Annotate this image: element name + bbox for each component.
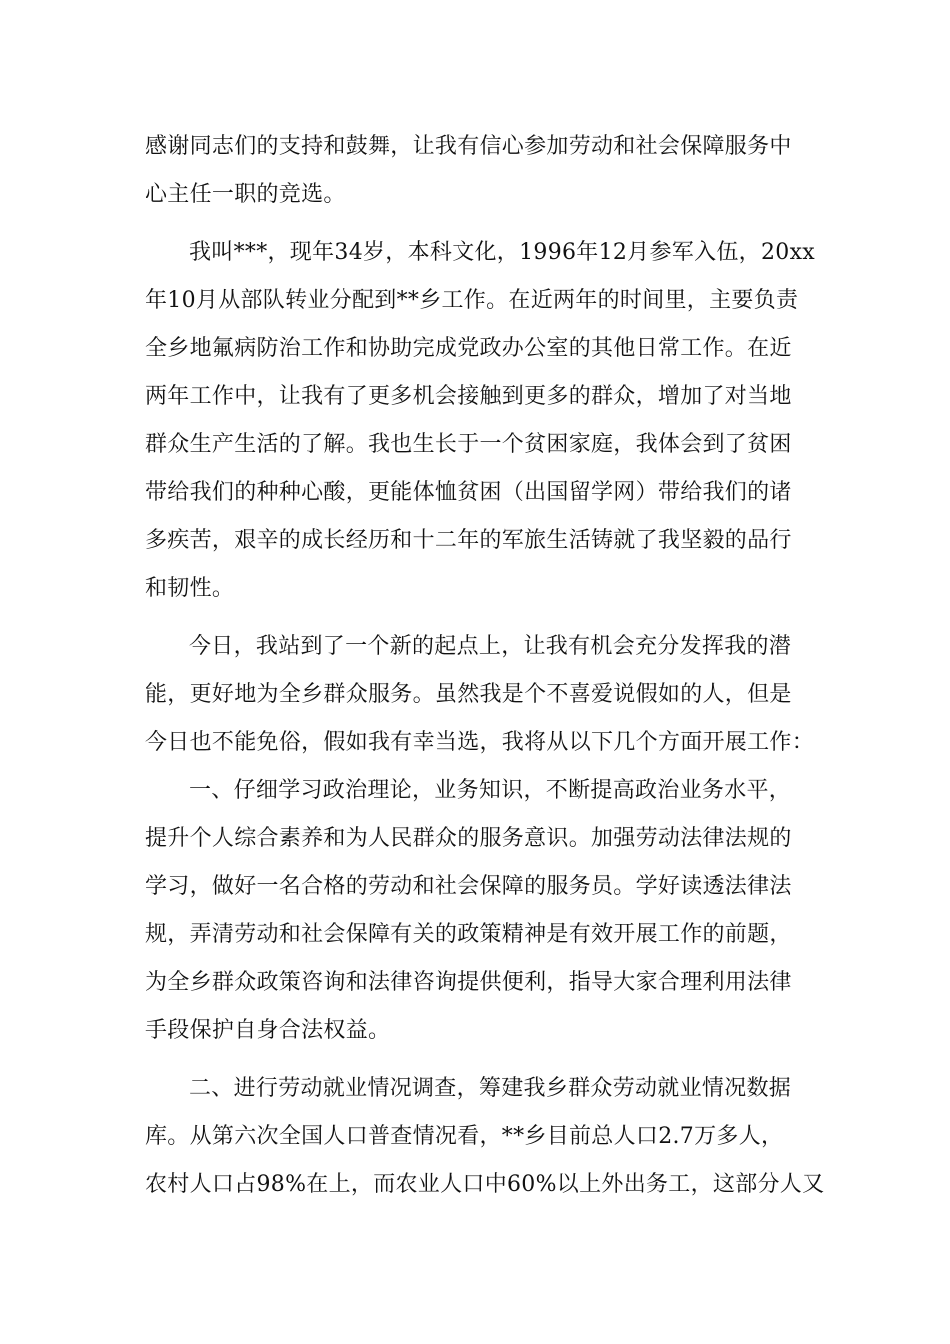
text-line: 农村人口占98%在上，而农业人口中60%以上外出务工，这部分人又 xyxy=(145,1172,825,1197)
text-line: 库。从第六次全国人口普查情况看，**乡目前总人口2.7万多人， xyxy=(145,1124,784,1149)
text-line: 一、仔细学习政治理论，业务知识，不断提高政治业务水平， xyxy=(189,778,792,803)
text-line: 群众生产生活的了解。我也生长于一个贫困家庭，我体会到了贫困 xyxy=(145,432,792,457)
text-line: 今日，我站到了一个新的起点上，让我有机会充分发挥我的潜 xyxy=(189,634,792,659)
text-line: 为全乡群众政策咨询和法律咨询提供便利，指导大家合理利用法律 xyxy=(145,970,792,995)
text-line: 两年工作中，让我有了更多机会接触到更多的群众，增加了对当地 xyxy=(145,384,792,409)
text-line: 多疾苦，艰辛的成长经历和十二年的军旅生活铸就了我坚毅的品行 xyxy=(145,528,792,553)
text-line: 带给我们的种种心酸，更能体恤贫困（出国留学网）带给我们的诸 xyxy=(145,480,792,505)
text-line: 能，更好地为全乡群众服务。虽然我是个不喜爱说假如的人，但是 xyxy=(145,682,792,707)
text-line: 感谢同志们的支持和鼓舞，让我有信心参加劳动和社会保障服务中 xyxy=(145,134,792,159)
text-line: 手段保护自身合法权益。 xyxy=(145,1018,391,1043)
text-line: 心主任一职的竞选。 xyxy=(145,182,346,207)
text-line: 今日也不能免俗，假如我有幸当选，我将从以下几个方面开展工作： xyxy=(145,730,815,755)
text-line: 和韧性。 xyxy=(145,576,235,601)
text-line: 全乡地氟病防治工作和协助完成党政办公室的其他日常工作。在近 xyxy=(145,336,792,361)
text-line: 二、进行劳动就业情况调查，筹建我乡群众劳动就业情况数据 xyxy=(189,1076,792,1101)
text-line: 提升个人综合素养和为人民群众的服务意识。加强劳动法律法规的 xyxy=(145,826,792,851)
text-line: 我叫***，现年34岁，本科文化，1996年12月参军入伍，20xx xyxy=(189,240,815,265)
text-line: 年10月从部队转业分配到**乡工作。在近两年的时间里，主要负责 xyxy=(145,288,799,313)
text-line: 学习，做好一名合格的劳动和社会保障的服务员。学好读透法律法 xyxy=(145,874,792,899)
text-line: 规，弄清劳动和社会保障有关的政策精神是有效开展工作的前题， xyxy=(145,922,792,947)
